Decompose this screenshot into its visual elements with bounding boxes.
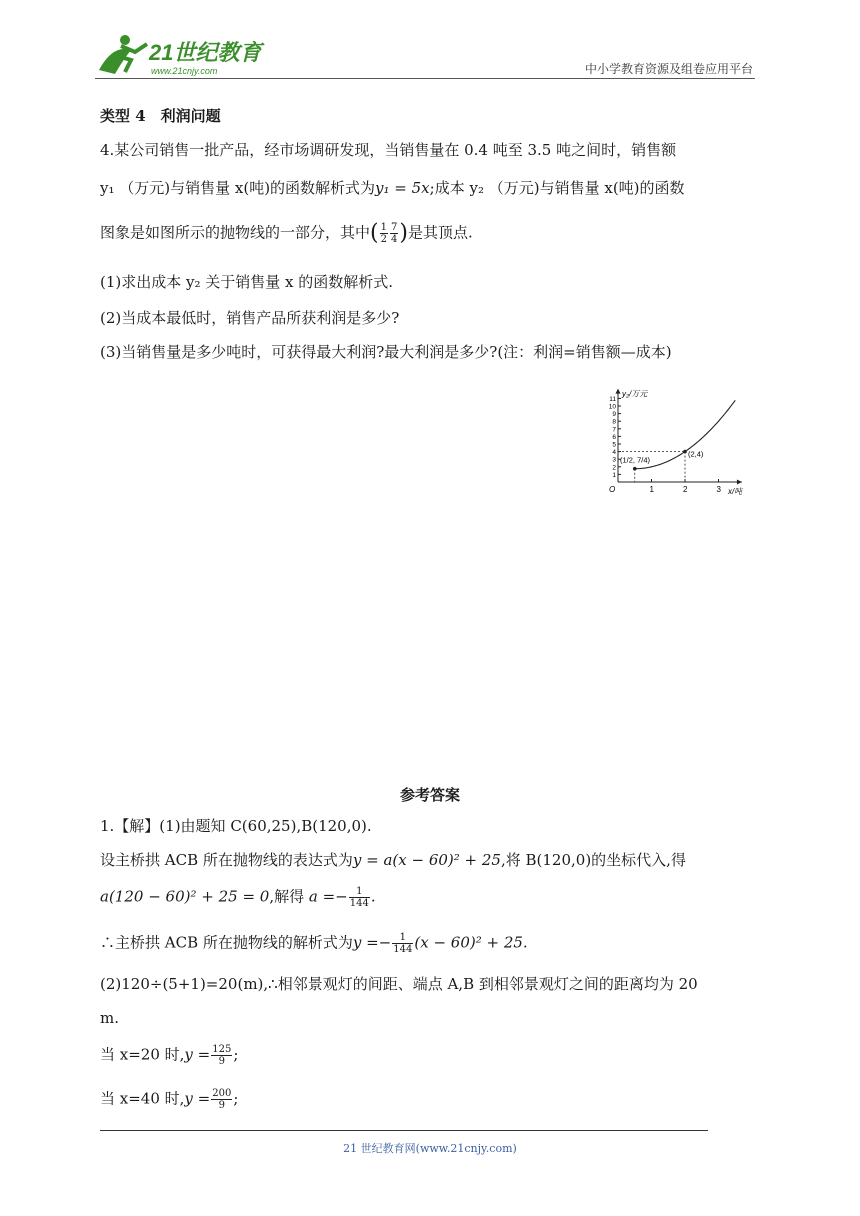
origin-label: O (609, 485, 616, 494)
logo-url: www.21cnjy.com (151, 66, 218, 76)
x-axis-label: x/吨 (727, 487, 743, 496)
problem-line-3: 图象是如图所示的抛物线的一部分，其中( $\frac{1}{2}$ $\frac{7}{4}$ )是其顶点. (100, 220, 473, 246)
y-tick-label: 4 (612, 449, 616, 457)
answer-line-1: 1.【解】(1)由题知 C(60,25),B(120,0). (100, 817, 372, 835)
y-tick-label: 5 (612, 441, 616, 449)
parabola-form: y = a(x − 60)² + 25 (352, 851, 501, 869)
revenue-equation: y₁ = 5x (375, 179, 430, 197)
x-tick-label: 3 (716, 485, 721, 494)
answer-line-8-y: y = (184, 1089, 211, 1108)
x-axis-arrow (737, 480, 742, 485)
answer-line-7-y: y = (184, 1045, 211, 1064)
answer-line-2 (100, 850, 686, 870)
answer-line-6: m. (100, 1009, 119, 1027)
problem-line-2-text-a: y₁ （万元)与销售量 x(吨)的函数解析式为 (100, 179, 376, 197)
answer-line-2-text-b: ,将 B(120,0)的坐标代入,得 (500, 851, 686, 869)
y-tick-label: 10 (608, 403, 616, 411)
vertex-label: (1/2, 7/4) (620, 455, 651, 465)
problem-line-3-text-a: 图象是如图所示的抛物线的一部分，其中 (100, 223, 371, 242)
y-tick-label: 6 (612, 433, 616, 441)
y-tick-label: 11 (609, 395, 616, 403)
y-tick-label: 1 (612, 471, 616, 479)
problem-line-1: 4.某公司销售一批产品，经市场调研发现，当销售量在 0.4 吨至 3.5 吨之间时，销售额 (100, 141, 677, 159)
logo-text: 21世纪教育 (149, 40, 262, 65)
platform-name: 中小学教育资源及组卷应用平台 (584, 62, 753, 76)
question-2: (2)当成本最低时，销售产品所获利润是多少? (100, 309, 400, 327)
vertex-point (633, 467, 637, 471)
footer-text: 21 世纪教育网(www.21cnjy.com) (343, 1142, 517, 1155)
y-tick-label: 8 (612, 418, 616, 426)
answer-line-7-fraction: $\frac{125}{9}$ (212, 1044, 232, 1067)
problem-line-3-text-b: 是其顶点. (407, 223, 473, 242)
question-1: (1)求出成本 y₂ 关于销售量 x 的函数解析式. (100, 273, 394, 291)
question-3: (3)当销售量是多少吨时，可获得最大利润?最大利润是多少?(注：利润=销售额—成本) (100, 343, 672, 361)
answer-line-4-fraction: $\frac{1}{144}$ (393, 932, 413, 955)
answers-title: 参考答案 (399, 786, 460, 804)
point-label: (2,4) (688, 449, 704, 459)
y-tick-label: 7 (612, 426, 616, 434)
answer-line-8-fraction: $\frac{200}{9}$ (212, 1088, 232, 1111)
y-axis-label: y₂/万元 (622, 389, 648, 399)
answer-line-3: a(120 − 60)² + 25 = 0,解得 a =− $\frac{1}{144}$ . (100, 886, 376, 909)
footer-divider (100, 1130, 708, 1131)
x-tick-label: 1 (649, 485, 654, 494)
coef-a-label: a =− (308, 887, 348, 906)
substitution-equation: a(120 − 60)² + 25 = 0 (100, 887, 270, 906)
coef-a-fraction: $\frac{1}{144}$ (349, 886, 369, 909)
answer-line-7-text-a: 当 x=20 时, (100, 1045, 185, 1064)
y-tick-label: 3 (612, 456, 616, 464)
x-tick-label: 2 (683, 485, 688, 494)
answer-line-8: 当 x=40 时,y = $\frac{200}{9}$ ; (100, 1088, 239, 1111)
site-logo (95, 30, 265, 78)
answer-line-5: (2)120÷(5+1)=20(m),∴相邻景观灯的间距、端点 A,B 到相邻景观灯之间的距离均为 20 (100, 975, 698, 993)
answer-line-7: 当 x=20 时,y = $\frac{125}{9}$ ; (100, 1044, 239, 1067)
answer-line-4-text-a: ∴主桥拱 ACB 所在抛物线的解析式为 (100, 933, 353, 952)
vertex-x-fraction: $\frac{1}{2}$ (380, 222, 387, 245)
answer-line-3-text-b: ,解得 (269, 887, 305, 906)
answer-line-8-text-a: 当 x=40 时, (100, 1089, 185, 1108)
problem-line-2-text-b: ;成本 y₂ （万元)与销售量 x(吨)的函数 (429, 179, 685, 197)
cost-parabola-chart (590, 372, 765, 502)
answer-line-4 (100, 932, 528, 955)
y-tick-label: 9 (612, 411, 616, 419)
answer-line-2-text-a: 设主桥拱 ACB 所在抛物线的表达式为 (100, 851, 353, 869)
header-divider (95, 78, 755, 79)
y-tick-label: 2 (612, 464, 616, 472)
answer-line-4-y: y =− (352, 933, 392, 952)
y-axis-arrow (616, 389, 621, 394)
section-title: 类型 4 利润问题 (100, 107, 221, 125)
known-point (683, 450, 687, 454)
answer-line-4-tail: (x − 60)² + 25. (414, 933, 528, 952)
problem-line-2 (100, 178, 685, 198)
vertex-y-fraction: $\frac{7}{4}$ (390, 222, 398, 245)
page-header (95, 30, 755, 80)
